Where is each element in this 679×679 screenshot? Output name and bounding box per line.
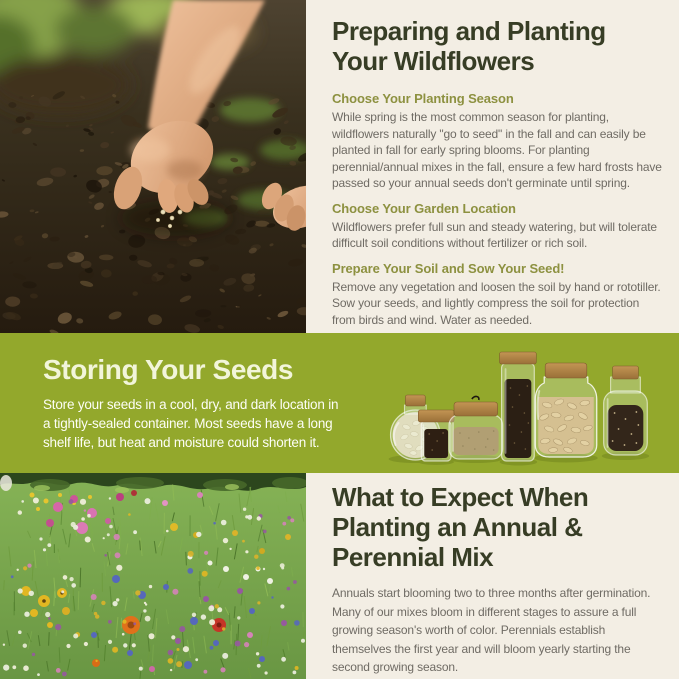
wildflower-meadow-photo [0,473,306,679]
tip-body-soil-sowing: Remove any vegetation and loosen the soil by hand or rototiller. Sow your seeds, and lightly compress the soil for protection from birds and wind. Water as needed. [332,279,661,327]
tip-heading-planting-season: Choose Your Planting Season [332,91,514,106]
meadow-illustration [0,473,306,679]
planting-guide-panel [306,0,679,333]
expectations-body: Annuals start blooming two to three months after germination. Many of our mixes bloom in different stages to assure a full growing season's worth of color. Perennials establish themselves the first year and will bloom yearly starting the second growing season. [332,586,651,674]
jar-tall-cylinder [500,352,537,461]
tip-section-garden-location [332,201,663,252]
tip-body-planting-season: While spring is the most common season for planting, wildflowers naturally "go to seed" in the fall and can easily be planted in fall for early spring blooms. For planting perennial/annual mixes in the fall, ensure a few hard frosts have passed so your annual seeds don't germinate until spring. [332,110,662,190]
jar-pumpkin-seeds [535,363,596,457]
page-title: Preparing and Planting Your Wildflowers [332,16,606,76]
jar-tan-seeds [449,396,503,459]
expectations-panel [306,473,679,679]
expectations-title: What to Expect When Planting an Annual & Perennial Mix [332,482,589,572]
seed-jars-photo [343,333,679,473]
bottom-section [0,473,679,679]
seed-jars-illustration [343,333,679,473]
sowing-seeds-photo [0,0,306,333]
band-body: Store your seeds in a cool, dry, and dark location in a tightly-sealed container. Most seeds have a long shelf life, but heat and moisture could shorten it. [43,397,339,450]
top-section [0,0,679,333]
sowing-photo-illustration [0,0,306,333]
band-title: Storing Your Seeds [43,354,294,385]
tip-heading-soil-sowing: Prepare Your Soil and Sow Your Seed! [332,260,565,276]
tip-heading-garden-location: Choose Your Garden Location [332,200,516,216]
storing-seeds-text [0,333,343,473]
tip-section-soil-sowing [332,261,663,329]
storing-seeds-band [0,333,679,473]
tip-body-garden-location: Wildflowers prefer full sun and steady watering, but will tolerate difficult soil conditions without fertilizer or rich soil. [332,219,657,250]
jar-seed-mix [604,366,648,455]
tip-section-planting-season [332,91,663,192]
